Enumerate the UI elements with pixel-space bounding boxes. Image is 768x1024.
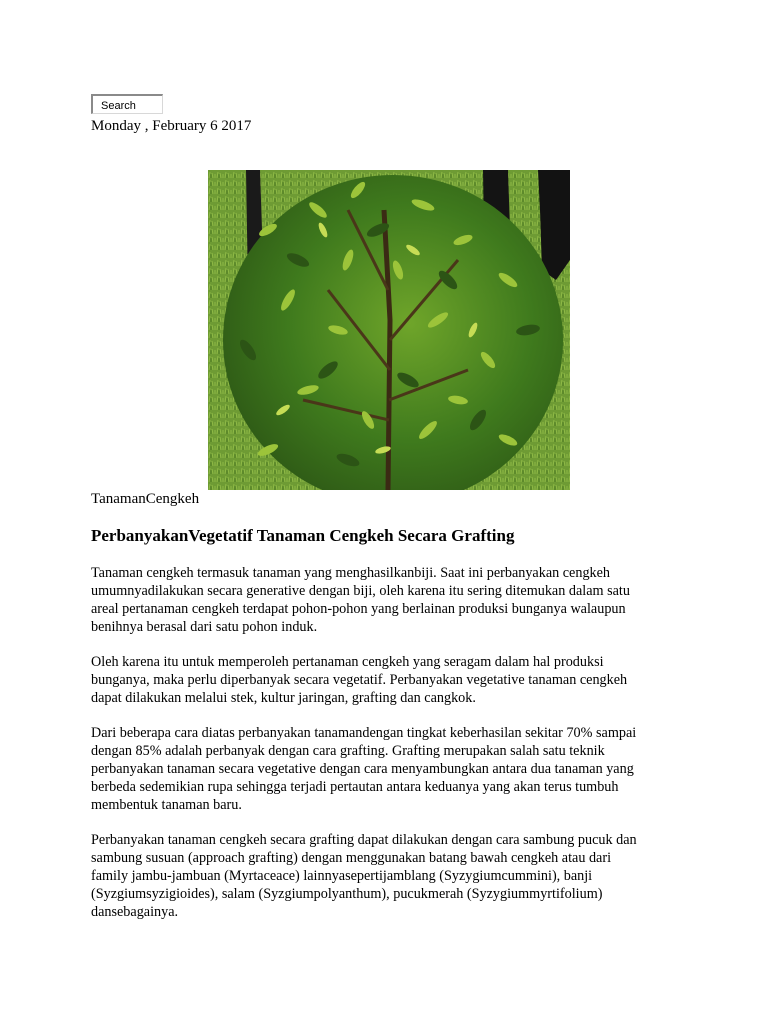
article-body [91,564,691,938]
post-date: Monday , February 6 2017 [91,118,252,134]
search-input[interactable] [93,98,162,115]
search-box[interactable] [91,94,163,114]
article-paragraph: Perbanyakan tanaman cengkeh secara grafting dapat dilakukan dengan cara sambung pucuk dan sambung susuan (approach grafting) dengan menggunakan batang bawah cengkeh atau dari family jambu-jambuan (Myrtaceace) lainnyasepertijamblang (Syzygiumcummini), banji (Syzgiumsyzigioides), salam (Syzgiumpolyanthum), pucukmerah (Syzygiummyrtifolium) dansebagainya. [91,832,637,920]
article-paragraph: Oleh karena itu untuk memperoleh pertanaman cengkeh yang seragam dalam hal produksi bunganya, maka perlu diperbanyak secara vegetatif. Perbanyakan vegetative tanaman cengkeh dapat dilakukan melalui stek, kultur jaringan, grafting dan cangkok. [91,654,628,706]
image-caption: TanamanCengkeh [91,491,200,507]
article-paragraph: Tanaman cengkeh termasuk tanaman yang menghasilkanbiji. Saat ini perbanyakan cengkeh umumnyadilakukan secara generative dengan biji, oleh karena itu sering ditemukan dalam satu areal pertanaman cengkeh terdapat pohon-pohon yang berlainan produksi bunganya walaupun benihnya berasal dari satu pohon induk. [91,565,630,635]
clove-plant-photo [208,170,570,490]
article-paragraph: Dari beberapa cara diatas perbanyakan tanamandengan tingkat keberhasilan sekitar 70% sampai dengan 85% adalah perbanyak dengan cara grafting. Grafting merupakan salah satu teknik perbanyakan tanaman secara vegetative dengan cara menyambungkan antara dua tanaman yang berbeda sedemikian rupa sehingga terjadi pertautan antara keduanya yang akan terus tumbuh membentuk tanaman baru. [91,725,637,813]
article-title: PerbanyakanVegetatif Tanaman Cengkeh Secara Grafting [91,526,515,545]
